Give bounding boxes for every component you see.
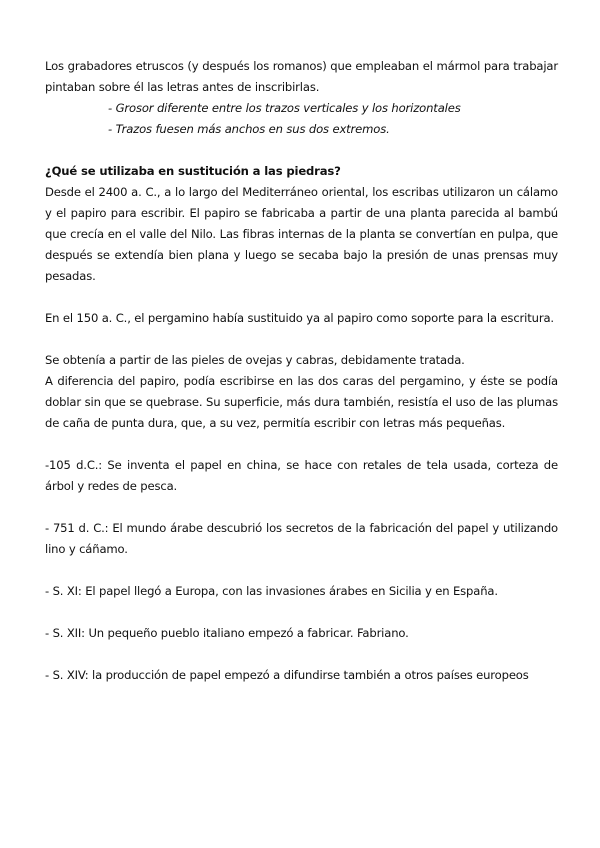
spacer	[45, 644, 558, 665]
section-heading: ¿Qué se utilizaba en sustitución a las piedras?	[45, 164, 341, 178]
spacer	[45, 602, 558, 623]
spacer	[45, 560, 558, 581]
papyrus-paragraph: Desde el 2400 a. C., a lo largo del Mediterráneo oriental, los escribas utilizaron un cálamo y el papiro para escribir. El papiro se fabricaba a partir de una planta parecida al bambú que crecía en el valle del Nilo. Las fibras internas de la planta se convertían en pulpa, que después se extendía bien plana y luego se secaba bajo la presión de unas prensas muy pesadas.	[45, 185, 558, 283]
bullet-item-2: - Trazos fuesen más anchos en sus dos extremos.	[108, 122, 390, 136]
bullet-item-1: - Grosor diferente entre los trazos verticales y los horizontales	[108, 101, 461, 115]
spacer	[45, 329, 558, 350]
spacer	[45, 434, 558, 455]
spacer	[45, 497, 558, 518]
timeline-item-s-xi: - S. XI: El papel llegó a Europa, con las invasiones árabes en Sicilia y en España.	[45, 584, 498, 598]
timeline-item-105: -105 d.C.: Se inventa el papel en china, se hace con retales de tela usada, corteza de árbol y redes de pesca.	[45, 458, 558, 493]
parchment-paragraph: En el 150 a. C., el pergamino había sustituido ya al papiro como soporte para la escritura.	[45, 311, 554, 325]
timeline-item-s-xiv: - S. XIV: la producción de papel empezó a difundirse también a otros países europeos	[45, 668, 529, 682]
timeline	[45, 434, 558, 686]
spacer	[45, 140, 558, 161]
document-page	[45, 56, 558, 686]
intro-paragraph: Los grabadores etruscos (y después los romanos) que empleaban el mármol para trabajar pintaban sobre él las letras antes de inscribirlas.	[45, 59, 558, 94]
timeline-item-751: - 751 d. C.: El mundo árabe descubrió los secretos de la fabricación del papel y utilizando lino y cáñamo.	[45, 521, 558, 556]
parchment-advantages-paragraph: A diferencia del papiro, podía escribirse en las dos caras del pergamino, y éste se podía doblar sin que se quebrase. Su superficie, más dura también, resistía el uso de las plumas de caña de punta dura, que, a su vez, permitía escribir con letras más pequeñas.	[45, 374, 558, 430]
timeline-item-s-xii: - S. XII: Un pequeño pueblo italiano empezó a fabricar. Fabriano.	[45, 626, 409, 640]
parchment-origin-paragraph: Se obtenía a partir de las pieles de ovejas y cabras, debidamente tratada.	[45, 353, 465, 367]
spacer	[45, 287, 558, 308]
